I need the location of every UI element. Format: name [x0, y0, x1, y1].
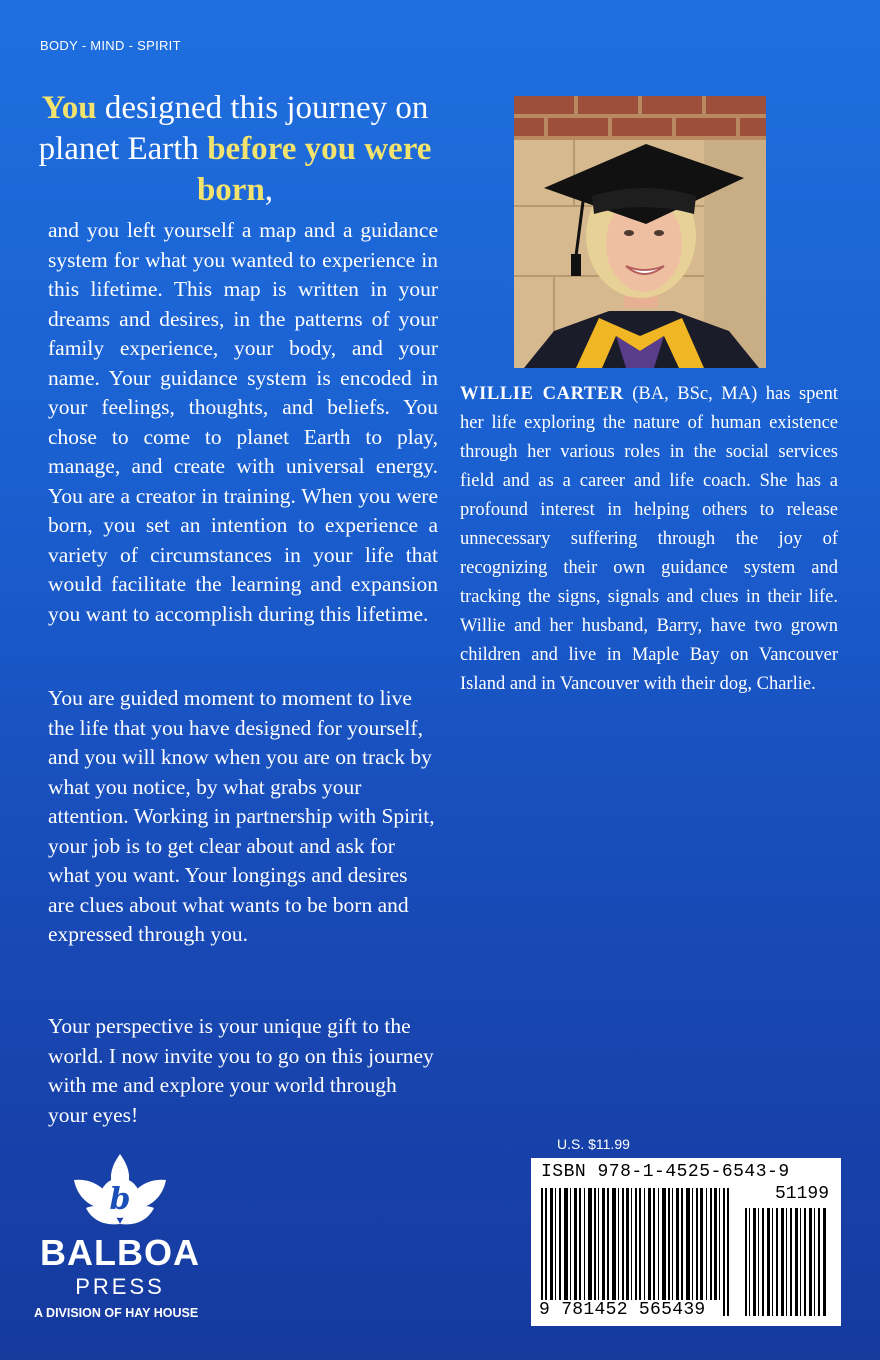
price-code: 51199 [774, 1184, 829, 1204]
headline-you: You [41, 90, 97, 126]
headline-emphasis: before you were born [196, 131, 432, 208]
headline-comma: , [264, 172, 274, 208]
isbn-barcode [531, 1158, 841, 1326]
category-label: BODY - MIND - SPIRIT [40, 38, 181, 53]
author-photo-illustration [514, 96, 766, 368]
blurb-paragraph-2: You are guided moment to moment to live the life that you have designed for yourself, and you will know when you are on track by what you notice, by what grabs your attention. Working in partnership with Spirit, your job is to get clear about and ask for what you want. Your longings and desires are clues about what wants to be born and expressed through you. [48, 686, 435, 946]
publisher-sub: PRESS [75, 1274, 165, 1299]
author-bio [460, 380, 838, 699]
ean-number: 9 781452 565439 [539, 1300, 710, 1320]
author-photo [514, 96, 766, 368]
publisher-division: A DIVISION OF HAY HOUSE [34, 1306, 199, 1320]
author-name: WILLIE CARTER [460, 384, 624, 404]
headline [30, 88, 440, 211]
author-bio-text: has spent her life exploring the nature of human existence through her various roles in the social services field and as a career and life coach. She has a profound interest in helping others to release unnecessary suffering through the joy of recognizing their own guidance system and tracking the signs, signals and clues in their life. Willie and her husband, Barry, have two grown children and live in Maple Bay on Vancouver Island and in Vancouver with their dog, Charlie. [460, 384, 839, 694]
blurb-paragraph-3: Your perspective is your unique gift to the world. I now invite you to go on this journey with me and explore your world through your eyes! [48, 1014, 434, 1127]
publisher-name: BALBOA [40, 1232, 200, 1273]
author-credentials: (BA, BSc, MA) [623, 384, 758, 404]
lotus-icon [34, 1152, 206, 1232]
logo-letter: b [109, 1182, 131, 1217]
isbn-number: ISBN 978-1-4525-6543-9 [541, 1162, 790, 1182]
blurb-paragraph-1: and you left yourself a map and a guidance system for what you wanted to experience in this lifetime. This map is written in your dreams and desires, in the patterns of your family experience, your body, and your name. Your guidance system is encoded in your feelings, thoughts, and beliefs. You chose to come to planet Earth to play, manage, and create with universal energy. You are a creator in training. When you were born, you set an intention to experience a variety of circumstances in your life that would facilitate the learning and expansion you want to accomplish during this lifetime. [48, 218, 438, 626]
headline-middle: designed this journey on planet Earth [38, 90, 429, 167]
price-label: U.S. $11.99 [557, 1136, 630, 1152]
publisher-logo [34, 1152, 224, 1322]
